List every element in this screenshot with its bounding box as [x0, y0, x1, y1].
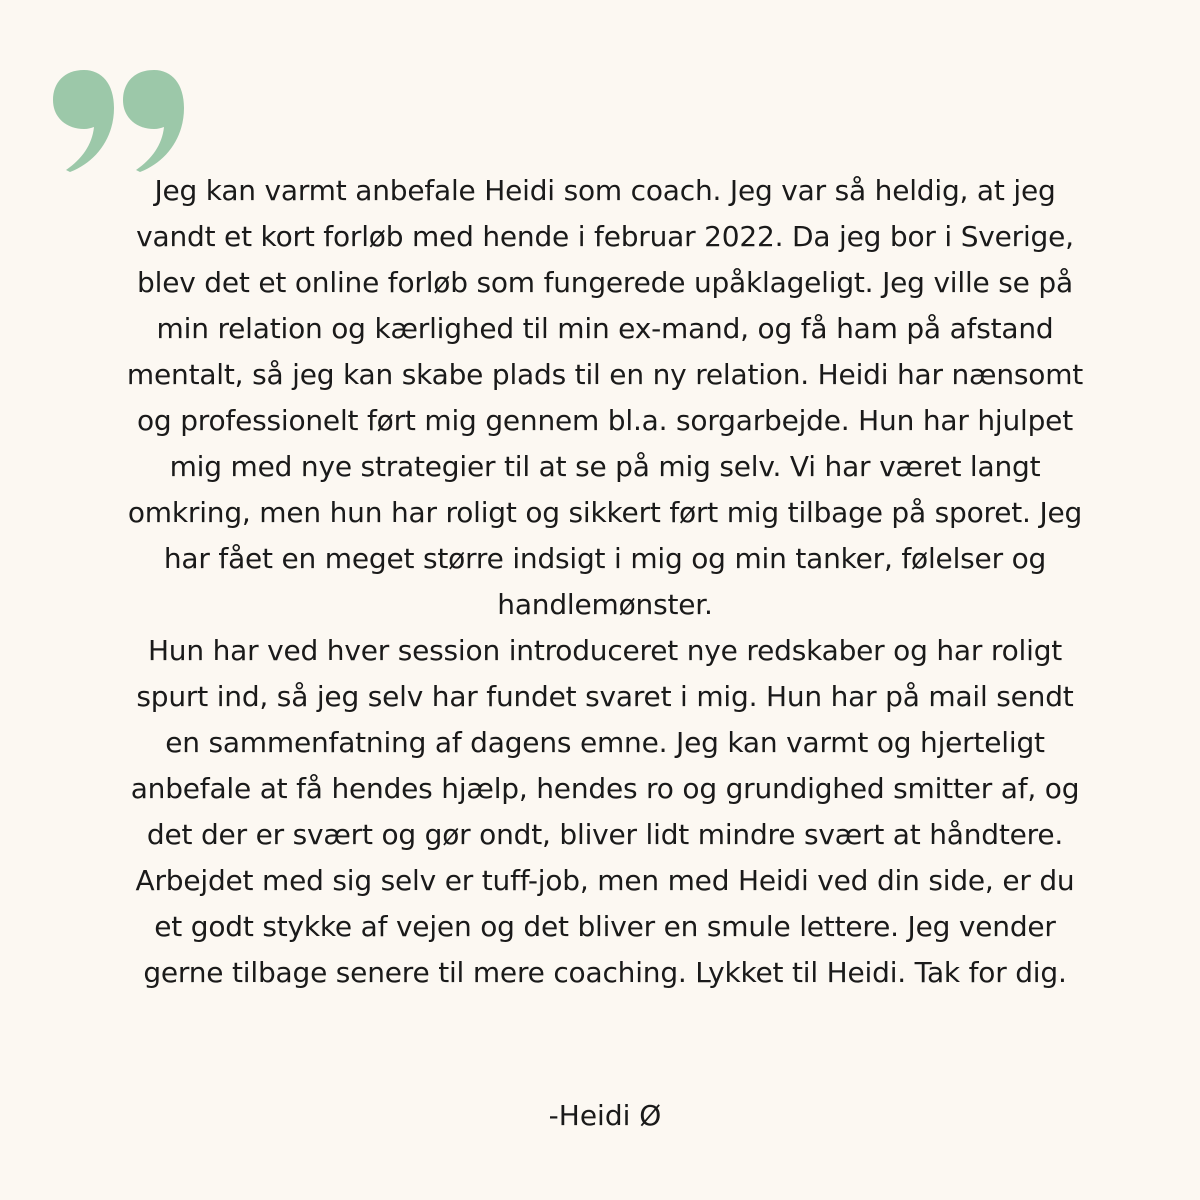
testimonial-author: -Heidi Ø [548, 1099, 662, 1132]
closing-quote-icon [52, 68, 186, 172]
testimonial-paragraph: Hun har ved hver session introduceret nye redskaber og har roligt spurt ind, så jeg selv har fundet svaret i mig. Hun har på mail sendt en sammenfatning af dagens emne. Jeg kan varmt og hjerteligt anbefale at få hendes hjælp, hendes ro og grundighed smitter af, og det der er svært og gør ondt, bliver lidt mindre svært at håndtere. Arbejdet med sig selv er tuff-job, men med Heidi ved din side, er du et godt stykke af vejen og det bliver en smule lettere. Jeg vender gerne tilbage senere til mere coaching. Lykket til Heidi. Tak for dig. [130, 634, 1080, 989]
testimonial-text [118, 168, 1092, 996]
testimonial-paragraph: Jeg kan varmt anbefale Heidi som coach. Jeg var så heldig, at jeg vandt et kort forløb med hende i februar 2022. Da jeg bor i Sverige, blev det et online forløb som fungerede upåklageligt. Jeg ville se på min relation og kærlighed til min ex-mand, og få ham på afstand mentalt, så jeg kan skabe plads til en ny relation. Heidi har nænsomt og professionelt ført mig gennem bl.a. sorgarbejde. Hun har hjulpet mig med nye strategier til at se på mig selv. Vi har været langt omkring, men hun har roligt og sikkert ført mig tilbage på sporet. Jeg har fået en meget større indsigt i mig og min tanker, følelser og handlemønster. [126, 174, 1084, 621]
